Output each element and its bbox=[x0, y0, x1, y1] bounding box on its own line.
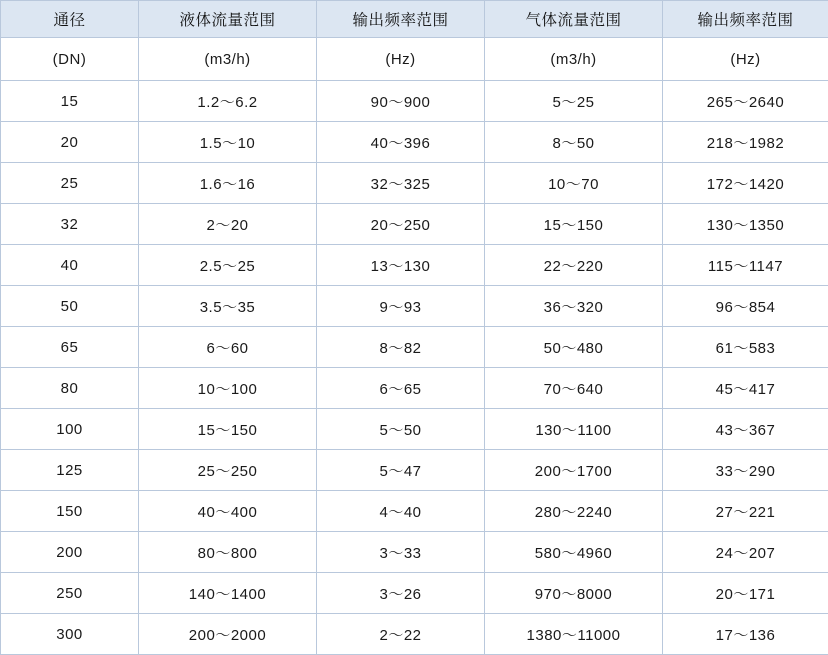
table-row bbox=[1, 286, 828, 327]
cell-liquid-flow-range: 1.5～10 bbox=[139, 122, 317, 163]
unit-nominal-diameter: (DN) bbox=[1, 38, 139, 81]
cell-gas-output-frequency: 45～417 bbox=[663, 368, 828, 409]
cell-liquid-flow-range: 25～250 bbox=[139, 450, 317, 491]
cell-gas-flow-range: 130～1100 bbox=[485, 409, 663, 450]
cell-liquid-output-frequency: 3～33 bbox=[317, 532, 485, 573]
column-header-nominal-diameter: 通径 bbox=[1, 1, 139, 38]
cell-gas-flow-range: 15～150 bbox=[485, 204, 663, 245]
unit-gas-output-frequency: (Hz) bbox=[663, 38, 828, 81]
cell-liquid-output-frequency: 2～22 bbox=[317, 614, 485, 655]
cell-nominal-diameter: 80 bbox=[1, 368, 139, 409]
cell-gas-flow-range: 280～2240 bbox=[485, 491, 663, 532]
table-unit-row bbox=[1, 38, 828, 81]
table-row bbox=[1, 81, 828, 122]
cell-liquid-flow-range: 15～150 bbox=[139, 409, 317, 450]
cell-gas-output-frequency: 27～221 bbox=[663, 491, 828, 532]
cell-gas-output-frequency: 43～367 bbox=[663, 409, 828, 450]
cell-nominal-diameter: 25 bbox=[1, 163, 139, 204]
cell-gas-output-frequency: 33～290 bbox=[663, 450, 828, 491]
cell-liquid-output-frequency: 40～396 bbox=[317, 122, 485, 163]
cell-gas-output-frequency: 61～583 bbox=[663, 327, 828, 368]
cell-liquid-output-frequency: 3～26 bbox=[317, 573, 485, 614]
cell-liquid-flow-range: 80～800 bbox=[139, 532, 317, 573]
cell-liquid-output-frequency: 20～250 bbox=[317, 204, 485, 245]
cell-nominal-diameter: 15 bbox=[1, 81, 139, 122]
cell-nominal-diameter: 250 bbox=[1, 573, 139, 614]
column-header-liquid-output-frequency-range: 输出频率范围 bbox=[317, 1, 485, 38]
cell-liquid-flow-range: 140～1400 bbox=[139, 573, 317, 614]
cell-gas-output-frequency: 218～1982 bbox=[663, 122, 828, 163]
cell-liquid-output-frequency: 6～65 bbox=[317, 368, 485, 409]
cell-gas-output-frequency: 17～136 bbox=[663, 614, 828, 655]
cell-gas-flow-range: 1380～11000 bbox=[485, 614, 663, 655]
table-row bbox=[1, 491, 828, 532]
cell-gas-flow-range: 10～70 bbox=[485, 163, 663, 204]
cell-liquid-flow-range: 40～400 bbox=[139, 491, 317, 532]
cell-gas-flow-range: 580～4960 bbox=[485, 532, 663, 573]
cell-gas-output-frequency: 172～1420 bbox=[663, 163, 828, 204]
cell-liquid-flow-range: 3.5～35 bbox=[139, 286, 317, 327]
cell-liquid-flow-range: 2～20 bbox=[139, 204, 317, 245]
cell-nominal-diameter: 20 bbox=[1, 122, 139, 163]
cell-gas-output-frequency: 265～2640 bbox=[663, 81, 828, 122]
table-row bbox=[1, 245, 828, 286]
cell-nominal-diameter: 65 bbox=[1, 327, 139, 368]
cell-liquid-output-frequency: 5～50 bbox=[317, 409, 485, 450]
cell-nominal-diameter: 100 bbox=[1, 409, 139, 450]
cell-gas-flow-range: 200～1700 bbox=[485, 450, 663, 491]
cell-liquid-output-frequency: 4～40 bbox=[317, 491, 485, 532]
table-row bbox=[1, 573, 828, 614]
unit-liquid-output-frequency: (Hz) bbox=[317, 38, 485, 81]
cell-liquid-flow-range: 200～2000 bbox=[139, 614, 317, 655]
table-header-row bbox=[1, 1, 828, 38]
cell-nominal-diameter: 32 bbox=[1, 204, 139, 245]
cell-liquid-flow-range: 10～100 bbox=[139, 368, 317, 409]
cell-liquid-output-frequency: 8～82 bbox=[317, 327, 485, 368]
cell-gas-output-frequency: 115～1147 bbox=[663, 245, 828, 286]
cell-nominal-diameter: 40 bbox=[1, 245, 139, 286]
column-header-gas-flow-range: 气体流量范围 bbox=[485, 1, 663, 38]
table-row bbox=[1, 409, 828, 450]
cell-nominal-diameter: 300 bbox=[1, 614, 139, 655]
cell-liquid-output-frequency: 13～130 bbox=[317, 245, 485, 286]
table-row bbox=[1, 368, 828, 409]
unit-liquid-flow-range: (m3/h) bbox=[139, 38, 317, 81]
cell-gas-output-frequency: 130～1350 bbox=[663, 204, 828, 245]
cell-nominal-diameter: 200 bbox=[1, 532, 139, 573]
column-header-gas-output-frequency-range: 输出频率范围 bbox=[663, 1, 828, 38]
unit-gas-flow-range: (m3/h) bbox=[485, 38, 663, 81]
cell-gas-output-frequency: 20～171 bbox=[663, 573, 828, 614]
table-row bbox=[1, 122, 828, 163]
cell-liquid-flow-range: 1.2～6.2 bbox=[139, 81, 317, 122]
table-row bbox=[1, 614, 828, 655]
cell-nominal-diameter: 150 bbox=[1, 491, 139, 532]
cell-nominal-diameter: 50 bbox=[1, 286, 139, 327]
table-row bbox=[1, 532, 828, 573]
cell-liquid-output-frequency: 90～900 bbox=[317, 81, 485, 122]
cell-gas-flow-range: 5～25 bbox=[485, 81, 663, 122]
table-row bbox=[1, 204, 828, 245]
cell-gas-output-frequency: 24～207 bbox=[663, 532, 828, 573]
column-header-liquid-flow-range: 液体流量范围 bbox=[139, 1, 317, 38]
cell-gas-flow-range: 970～8000 bbox=[485, 573, 663, 614]
cell-liquid-output-frequency: 5～47 bbox=[317, 450, 485, 491]
cell-liquid-flow-range: 1.6～16 bbox=[139, 163, 317, 204]
cell-liquid-output-frequency: 32～325 bbox=[317, 163, 485, 204]
cell-gas-output-frequency: 96～854 bbox=[663, 286, 828, 327]
table-row bbox=[1, 163, 828, 204]
table-row bbox=[1, 327, 828, 368]
table-row bbox=[1, 450, 828, 491]
cell-gas-flow-range: 22～220 bbox=[485, 245, 663, 286]
cell-nominal-diameter: 125 bbox=[1, 450, 139, 491]
table-body bbox=[1, 38, 828, 655]
cell-gas-flow-range: 50～480 bbox=[485, 327, 663, 368]
cell-liquid-output-frequency: 9～93 bbox=[317, 286, 485, 327]
cell-gas-flow-range: 36～320 bbox=[485, 286, 663, 327]
table-header bbox=[1, 1, 828, 38]
cell-gas-flow-range: 70～640 bbox=[485, 368, 663, 409]
cell-gas-flow-range: 8～50 bbox=[485, 122, 663, 163]
cell-liquid-flow-range: 6～60 bbox=[139, 327, 317, 368]
cell-liquid-flow-range: 2.5～25 bbox=[139, 245, 317, 286]
